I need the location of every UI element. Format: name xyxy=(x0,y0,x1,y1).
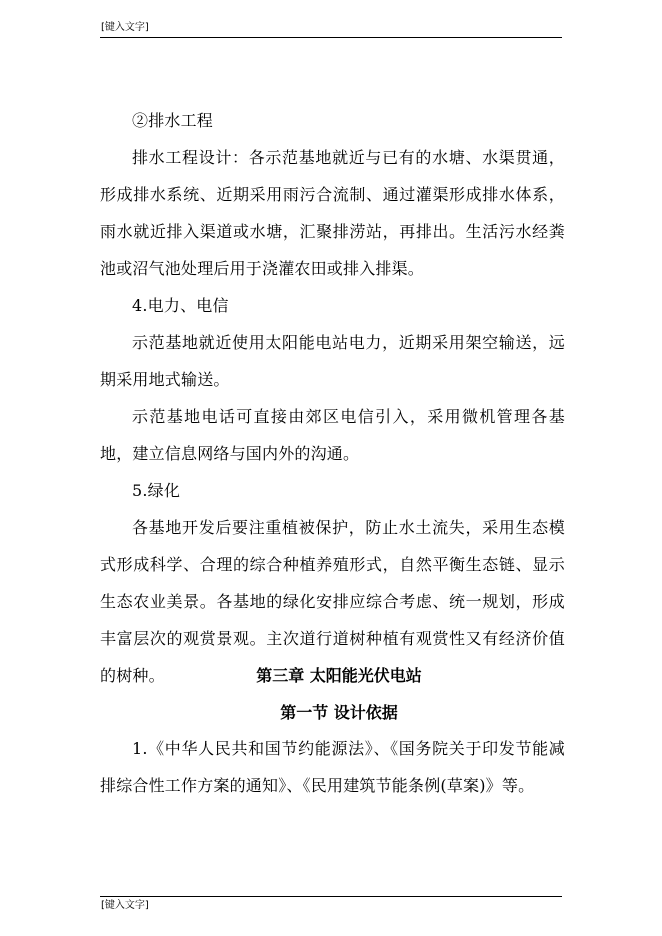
drainage-paragraph: 排水工程设计：各示范基地就近与已有的水塘、水渠贯通，形成排水系统、近期采用雨污合流制、通过灌渠形成排水体系，雨水就近排入渠道或水塘，汇聚排涝站，再排出。生活污水经粪池或沼气池处理后用于浇灌农田或排入排渠。 xyxy=(100,148,565,278)
power-heading: 4.电力、电信 xyxy=(132,296,229,315)
basis-paragraph: 1.《中华人民共和国节约能源法》、《国务院关于印发节能减排综合性工作方案的通知》、《民用建筑节能条例(草案)》等。 xyxy=(100,739,565,795)
body-block-1 xyxy=(100,102,565,694)
header-divider xyxy=(100,37,562,38)
section-title: 第一节 设计依据 xyxy=(280,703,398,722)
footer-divider xyxy=(100,896,562,897)
page-header: [键入文字] xyxy=(101,22,149,33)
power-paragraph-1: 示范基地就近使用太阳能电站电力，近期采用架空输送，远期采用地式输送。 xyxy=(100,333,565,389)
green-heading: 5.绿化 xyxy=(132,481,181,500)
power-paragraph-2: 示范基地电话可直接由郊区电信引入，采用微机管理各基地，建立信息网络与国内外的沟通。 xyxy=(100,407,565,463)
body-block-2 xyxy=(100,730,565,804)
page-footer: [键入文字] xyxy=(101,900,149,911)
drainage-heading: ②排水工程 xyxy=(132,111,214,130)
green-paragraph: 各基地开发后要注重植被保护，防止水土流失，采用生态模式形成科学、合理的综合种植养殖形式，自然平衡生态链、显示生态农业美景。各基地的绿化安排应综合考虑、统一规划，形成丰富层次的观赏景观。主次道行道树种植有观赏性又有经济价值的树种。 xyxy=(100,518,565,685)
chapter-title: 第三章 太阳能光伏电站 xyxy=(256,666,422,685)
